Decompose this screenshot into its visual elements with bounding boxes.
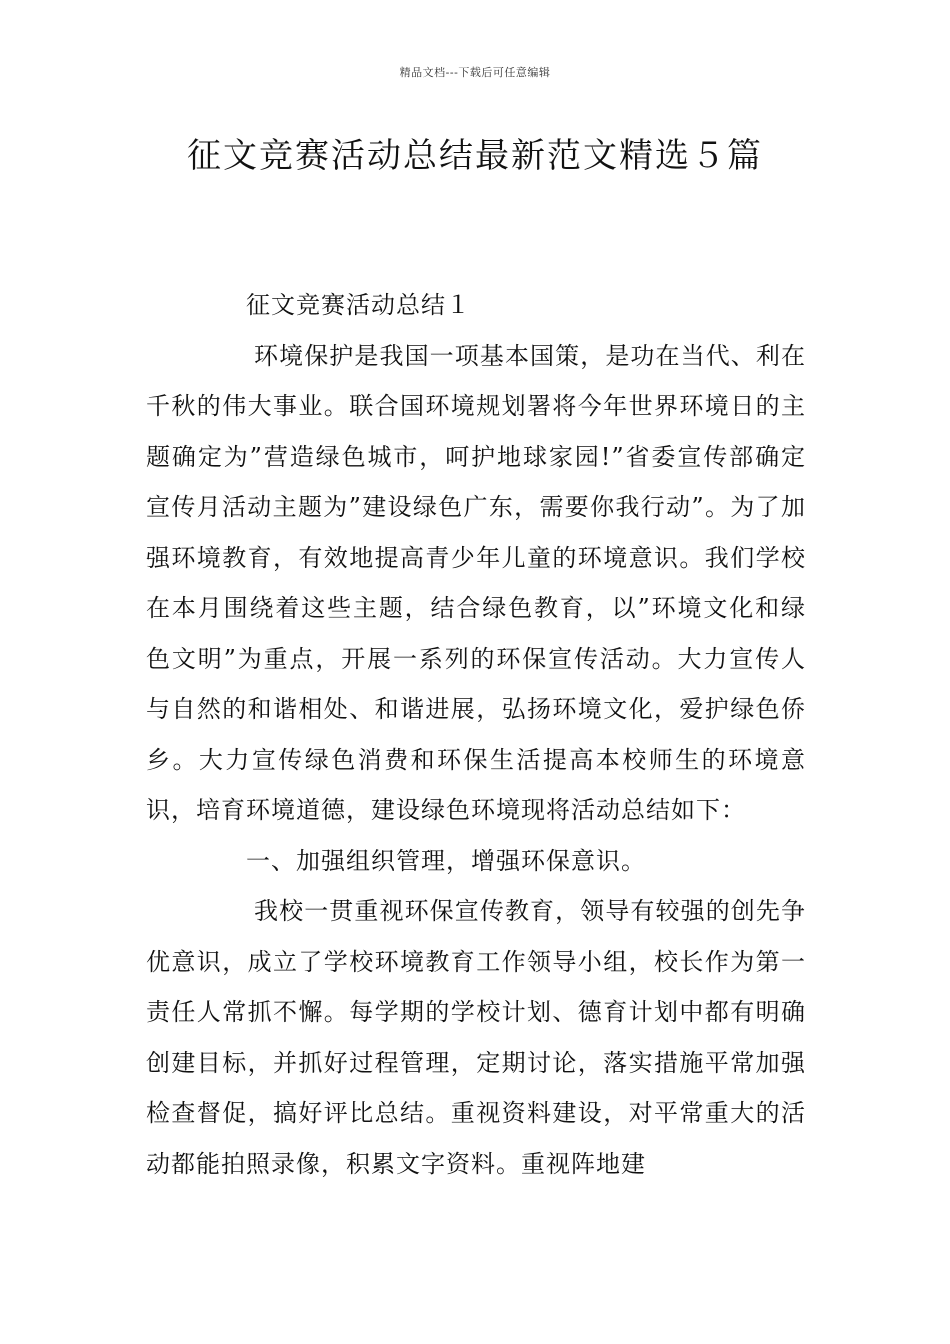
header-note: 精品文档---下载后可任意编辑 <box>399 66 551 79</box>
section-heading: 征文竞赛活动总结１ <box>246 291 471 319</box>
document-title: 征文竞赛活动总结最新范文精选５篇 <box>187 136 763 176</box>
paragraph-2: 我校一贯重视环保宣传教育，领导有较强的创先争优意识，成立了学校环境教育工作领导小组，校长作为第一责任人常抓不懈。每学期的学校计划、德育计划中都有明确创建目标，并抓好过程管理，定期讨论，落实措施平常加强检查督促，搞好评比总结。重视资料建设，对平常重大的活动都能拍照录像，积累文字资料。重视阵地建 <box>146 897 806 1178</box>
subheading-1: 一、加强组织管理，增强环保意识。 <box>246 846 646 875</box>
paragraph-1: 环境保护是我国一项基本国策，是功在当代、利在千秋的伟大事业。联合国环境规划署将今年世界环境日的主题确定为”营造绿色城市，呵护地球家园!”省委宣传部确定宣传月活动主题为”建设绿色广东，需要你我行动”。为了加强环境教育，有效地提高青少年儿童的环境意识。我们学校在本月围绕着这些主题，结合绿色教育，以”环境文化和绿色文明”为重点，开展一系列的环保宣传活动。大力宣传人与自然的和谐相处、和谐进展，弘扬环境文化，爱护绿色侨乡。大力宣传绿色消费和环保生活提高本校师生的环境意识，培育环境道德，建设绿色环境现将活动总结如下： <box>146 341 806 824</box>
document-body <box>146 280 806 1189</box>
